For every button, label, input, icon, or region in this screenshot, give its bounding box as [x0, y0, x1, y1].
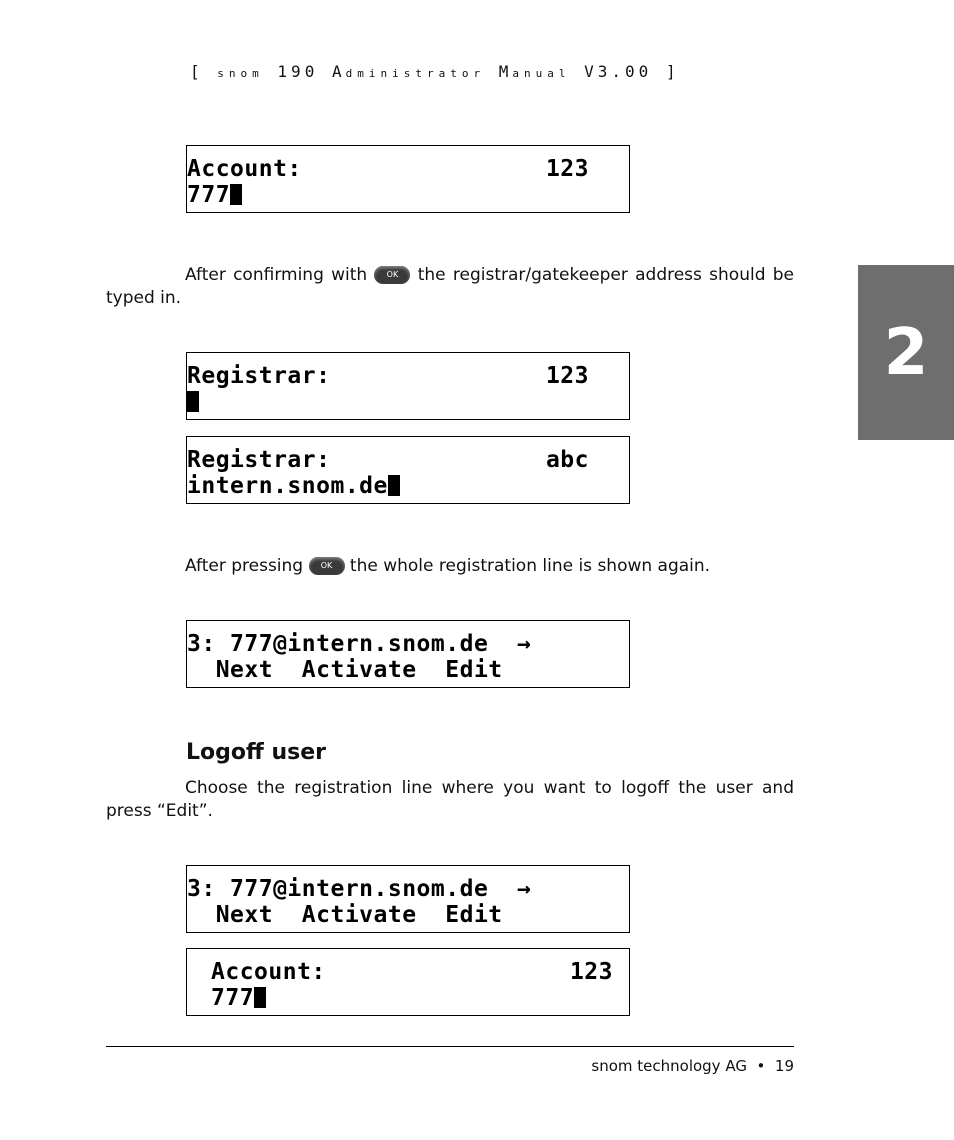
para-text: the whole registration line is shown again. — [349, 556, 711, 576]
paragraph-confirm — [106, 264, 794, 310]
footer-company: snom technology AG — [591, 1057, 747, 1075]
header-model: 190 — [277, 62, 319, 81]
lcd-registrar-filled — [186, 436, 630, 504]
para-text: After confirming with — [185, 265, 368, 285]
lcd-cursor — [388, 475, 400, 496]
header-admin-rest: dministrator — [345, 67, 486, 80]
header-manual-initial: M — [498, 62, 513, 81]
lcd-account-entry — [186, 145, 630, 213]
para-text: After pressing — [185, 556, 304, 576]
lcd-line1: 3: 777@intern.snom.de → — [187, 876, 532, 902]
lcd-line1: Registrar: — [187, 447, 331, 473]
lcd-value: 777 — [187, 182, 231, 208]
lcd-registrar-empty — [186, 352, 630, 420]
header-bracket-close: ] — [665, 62, 680, 81]
lcd-softkeys: Next Activate Edit — [187, 902, 503, 928]
ok-button-icon: OK — [309, 557, 345, 575]
lcd-line2 — [187, 473, 400, 499]
header-admin-initial: A — [331, 62, 346, 81]
chapter-tab — [858, 265, 954, 440]
lcd-cursor — [254, 987, 266, 1008]
footer-rule — [106, 1046, 794, 1047]
lcd-line2 — [187, 389, 199, 415]
lcd-value: 777 — [211, 985, 255, 1011]
lcd-line2 — [187, 182, 242, 208]
lcd-line1: Registrar: — [187, 363, 331, 389]
lcd-input-mode: 123 — [545, 156, 589, 182]
lcd-input-mode: abc — [545, 447, 589, 473]
footer-bullet: • — [756, 1057, 766, 1075]
lcd-line1: Account: — [187, 156, 302, 182]
para-text: the registrar/gatekeeper address should be typed in. — [106, 265, 794, 308]
page-footer — [591, 1057, 794, 1075]
lcd-input-mode: 123 — [545, 363, 589, 389]
chapter-number: 2 — [883, 315, 929, 390]
paragraph-logoff — [106, 777, 794, 823]
lcd-account-edit — [186, 948, 630, 1016]
section-heading: Logoff user — [186, 740, 327, 765]
lcd-line1: 3: 777@intern.snom.de → — [187, 631, 532, 657]
lcd-value: intern.snom.de — [187, 473, 388, 499]
lcd-registration-line-2 — [186, 865, 630, 933]
header-brand: snom — [217, 67, 264, 80]
lcd-line1: Account: — [211, 959, 326, 985]
lcd-registration-line — [186, 620, 630, 688]
header-bracket-open: [ — [190, 62, 204, 81]
page-number: 19 — [774, 1057, 794, 1075]
lcd-cursor — [187, 391, 199, 412]
lcd-input-mode: 123 — [569, 959, 613, 985]
header-version: V3.00 — [584, 62, 653, 81]
para-text: Choose the registration line where you want to logoff the user and press “Edit”. — [106, 778, 794, 821]
header-manual-rest: anual — [512, 67, 571, 80]
ok-button-icon: OK — [374, 266, 410, 284]
running-header — [190, 62, 680, 81]
lcd-cursor — [230, 184, 242, 205]
paragraph-after-pressing — [106, 555, 794, 578]
lcd-softkeys: Next Activate Edit — [187, 657, 503, 683]
lcd-line2 — [211, 985, 266, 1011]
